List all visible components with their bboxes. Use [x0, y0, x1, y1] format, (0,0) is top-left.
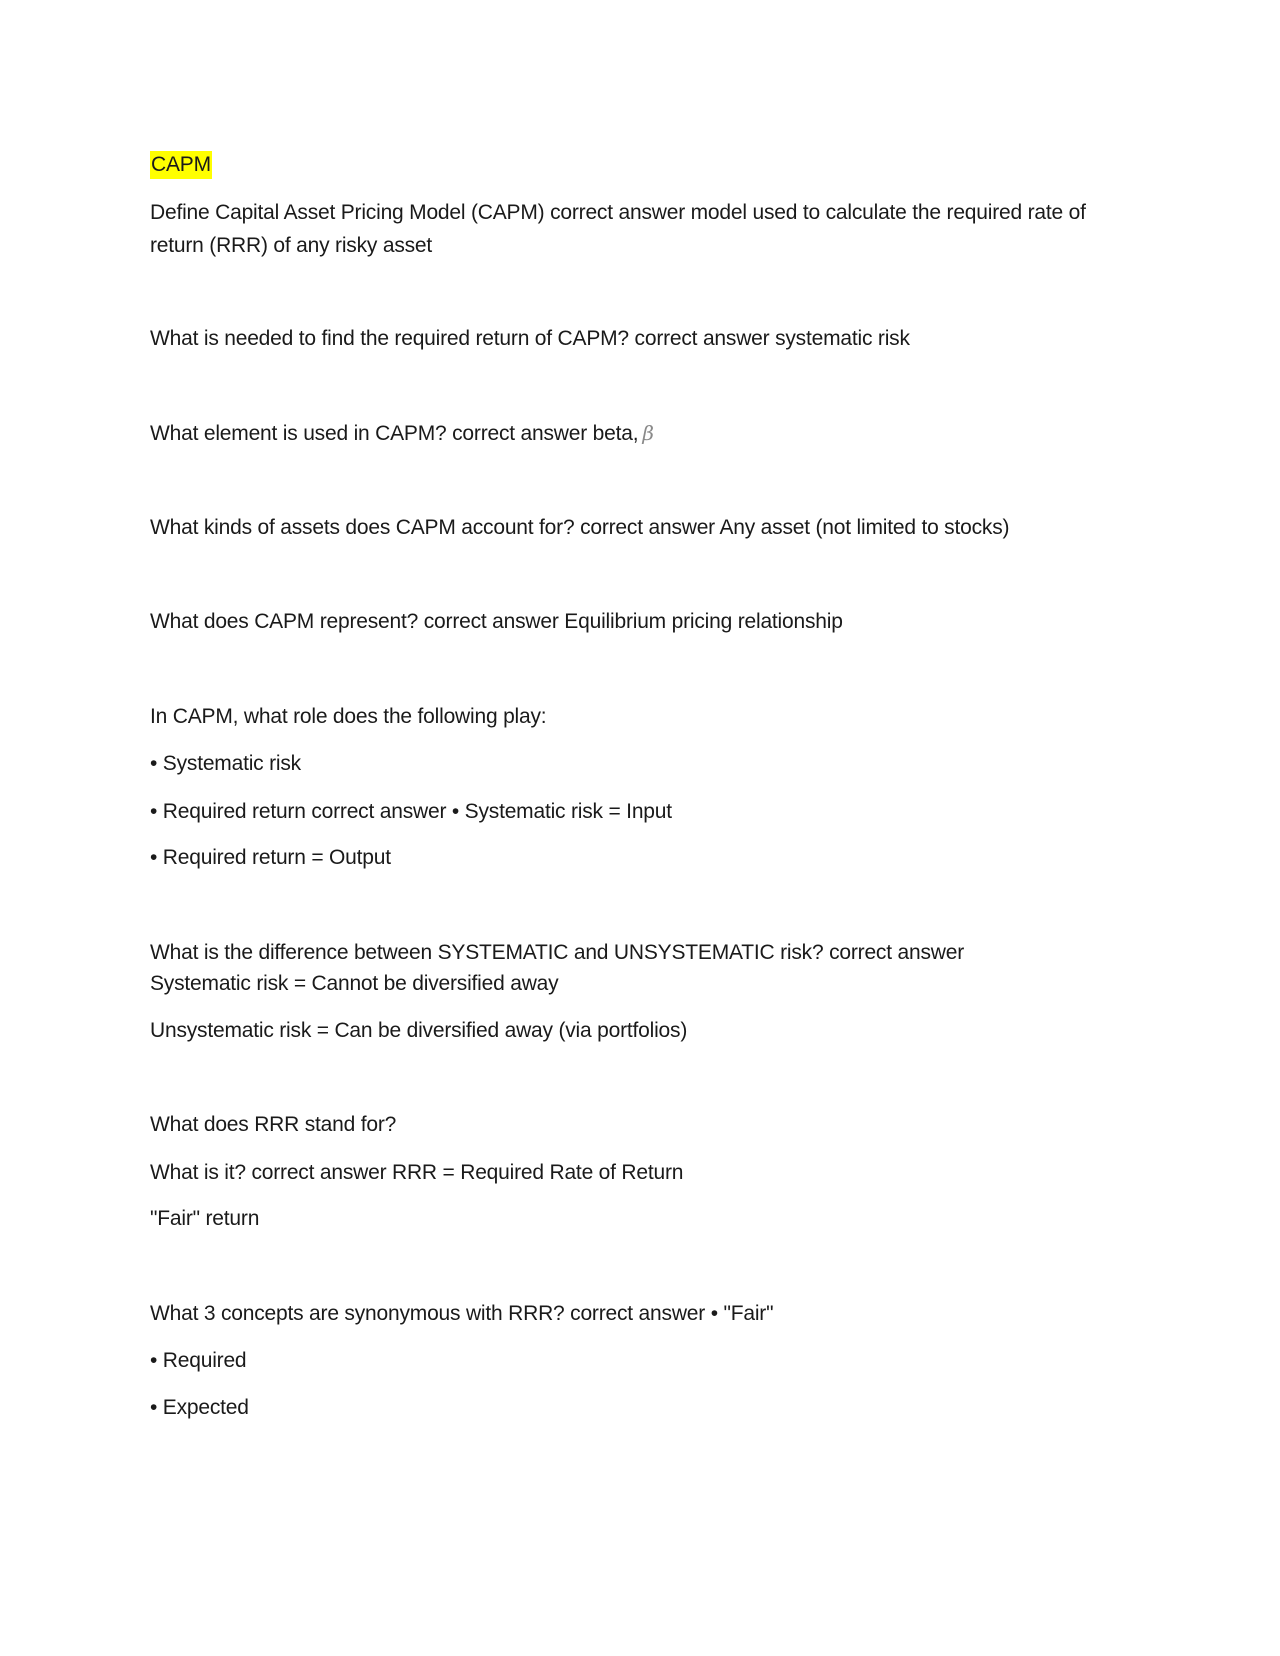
answer-line: "Fair" return [150, 1207, 260, 1230]
bullet-item: • Required return = Output [150, 846, 391, 869]
qa-item-risk-difference: What is the difference between SYSTEMATIC and UNSYSTEMATIC risk? correct answer [150, 941, 964, 964]
qa-item-capm-represents: What does CAPM represent? correct answer Equilibrium pricing relationship [150, 610, 843, 633]
qa-item-synonyms: What 3 concepts are synonymous with RRR? correct answer • "Fair" [150, 1302, 774, 1325]
qa-item-required-return: What is needed to find the required return of CAPM? correct answer systematic risk [150, 327, 910, 350]
bullet-item: • Expected [150, 1396, 249, 1419]
qa-item-asset-kinds: What kinds of assets does CAPM account for? correct answer Any asset (not limited to stocks) [150, 516, 1010, 539]
bullet-item: • Systematic risk [150, 752, 301, 775]
bullet-item: • Required return correct answer • Systematic risk = Input [150, 800, 672, 823]
answer-line: Systematic risk = Cannot be diversified away [150, 972, 559, 995]
answer-line: What is it? correct answer RRR = Required Rate of Return [150, 1161, 684, 1184]
document-heading [150, 148, 212, 181]
bullet-item: • Required [150, 1349, 247, 1372]
qa-item-rrr-stand-for: What does RRR stand for? [150, 1113, 397, 1136]
qa-item-element-used [150, 417, 654, 450]
heading-highlight: CAPM [150, 151, 212, 179]
qa-item-define-capm: Define Capital Asset Pricing Model (CAPM) correct answer model used to calculate the required rate of return (RRR) of any risky asset [150, 201, 1086, 257]
qa-item-role-question: In CAPM, what role does the following play: [150, 705, 547, 728]
answer-line: Unsystematic risk = Can be diversified away (via portfolios) [150, 1019, 688, 1042]
qa-text: What element is used in CAPM? correct answer beta, [150, 422, 639, 445]
beta-symbol: β [642, 421, 654, 445]
